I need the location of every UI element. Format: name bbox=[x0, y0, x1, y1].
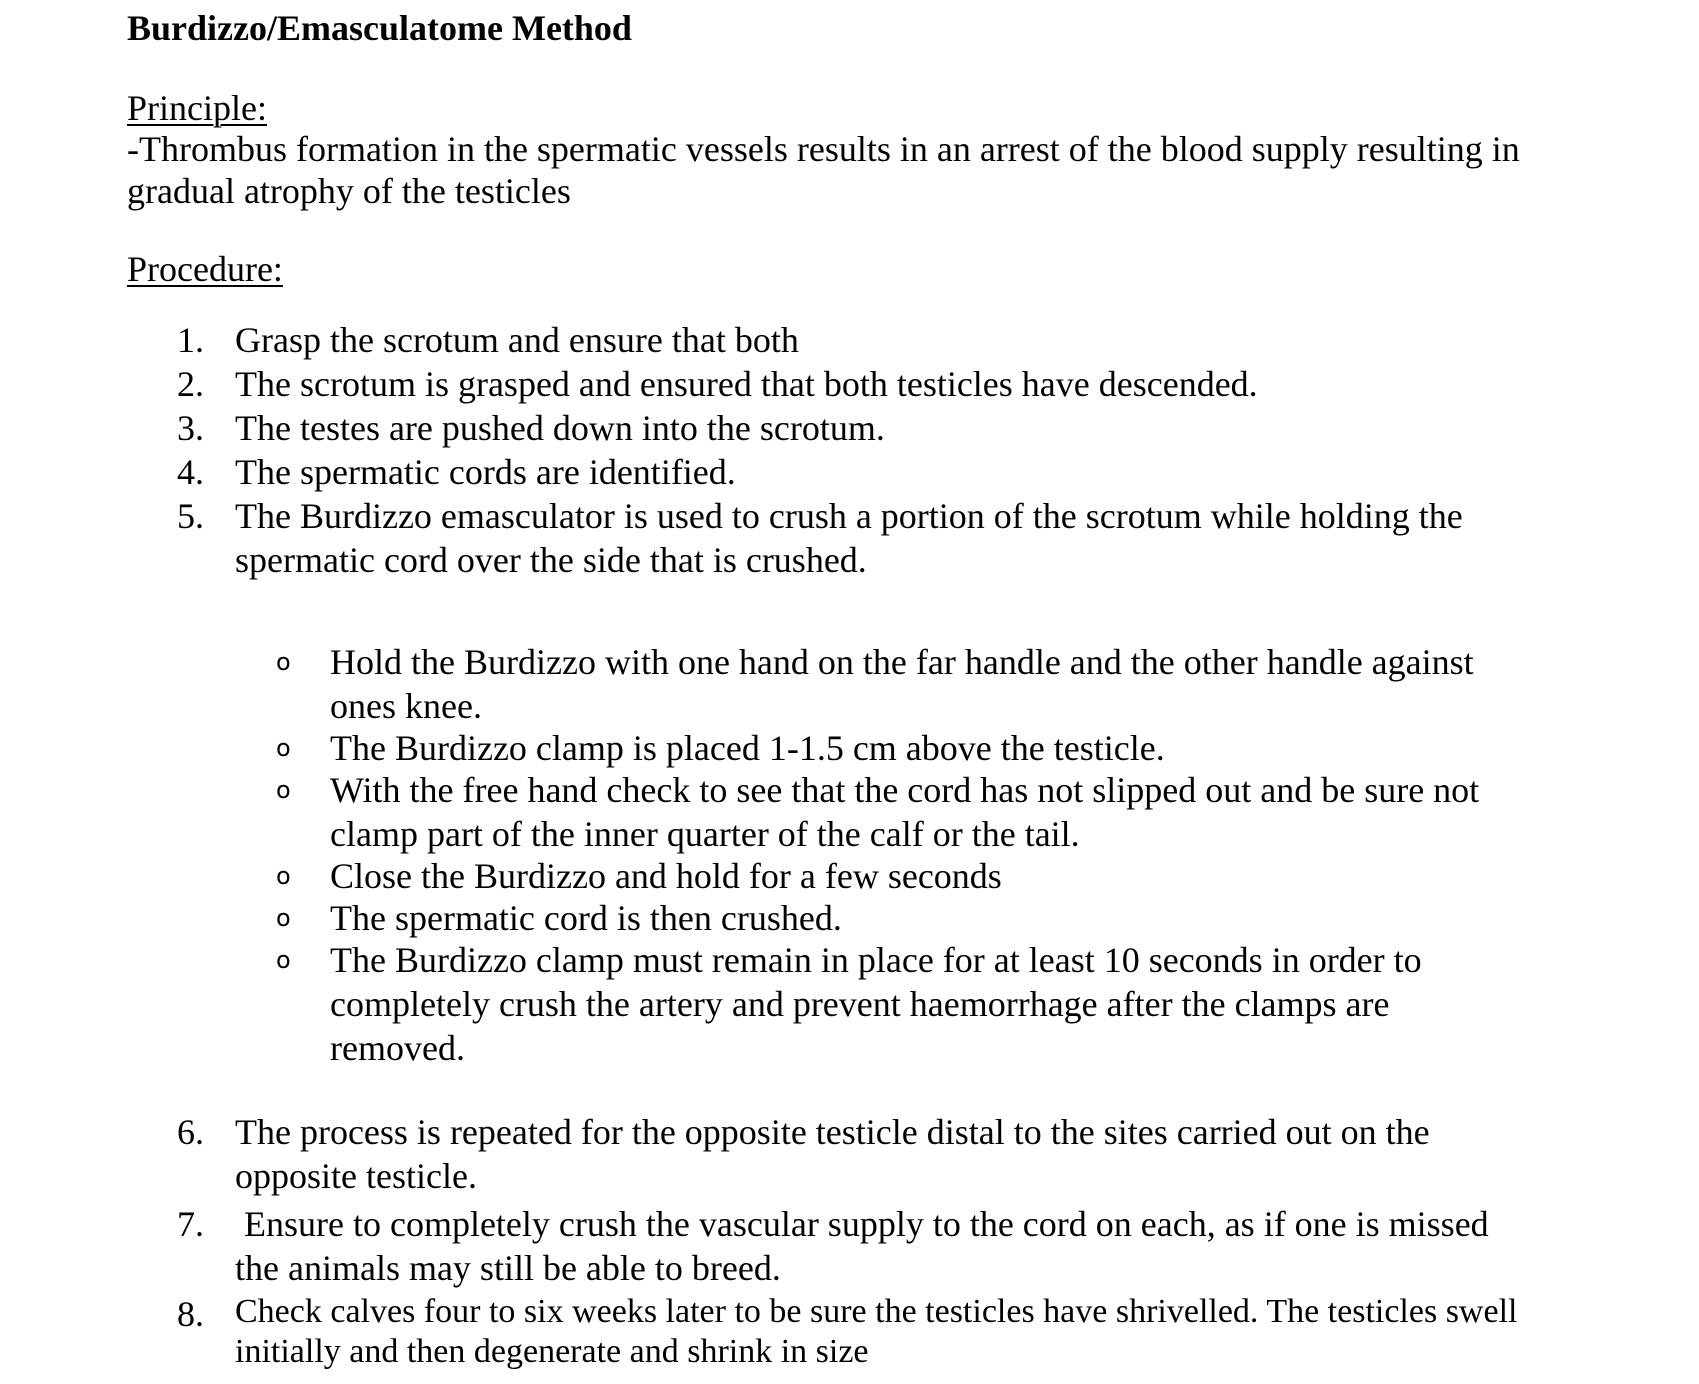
step-line: The process is repeated for the opposite testicle distal to the sites carried out on the bbox=[235, 1112, 1430, 1152]
sub-step-line: Close the Burdizzo and hold for a few seconds bbox=[330, 856, 1002, 896]
step-text bbox=[235, 450, 736, 494]
sub-step-text bbox=[330, 726, 1165, 770]
step-line: Ensure to completely crush the vascular supply to the cord on each, as if one is missed bbox=[235, 1204, 1489, 1244]
step-number: 3. bbox=[177, 408, 204, 448]
step-text bbox=[235, 362, 1258, 406]
sub-step-text bbox=[330, 640, 1474, 728]
sub-step-text bbox=[330, 768, 1479, 856]
procedure-heading: Procedure: bbox=[127, 249, 283, 289]
principle-line: -Thrombus formation in the spermatic vessels results in an arrest of the blood supply resulting in bbox=[127, 129, 1520, 169]
principle-line: gradual atrophy of the testicles bbox=[127, 171, 571, 211]
step-line: The spermatic cords are identified. bbox=[235, 452, 736, 492]
sub-step-text bbox=[330, 938, 1422, 1070]
step-line: The testes are pushed down into the scrotum. bbox=[235, 408, 885, 448]
sub-step-line: The Burdizzo clamp is placed 1-1.5 cm above the testicle. bbox=[330, 728, 1165, 768]
step-text bbox=[235, 1110, 1430, 1198]
step-number: 7. bbox=[177, 1204, 204, 1244]
step-text bbox=[235, 1292, 1517, 1372]
step-number: 8. bbox=[177, 1294, 204, 1334]
sub-step-line: removed. bbox=[330, 1028, 465, 1068]
principle-heading: Principle: bbox=[127, 88, 267, 128]
step-number: 6. bbox=[177, 1112, 204, 1152]
sub-step-text bbox=[330, 896, 842, 940]
step-line: spermatic cord over the side that is crushed. bbox=[235, 540, 867, 580]
sub-step-line: clamp part of the inner quarter of the calf or the tail. bbox=[330, 814, 1080, 854]
document-title: Burdizzo/Emasculatome Method bbox=[127, 8, 632, 48]
step-text bbox=[235, 318, 799, 362]
step-text bbox=[235, 406, 885, 450]
bullet-marker: o bbox=[276, 776, 291, 804]
sub-step-line: With the free hand check to see that the cord has not slipped out and be sure not bbox=[330, 770, 1480, 810]
step-number: 4. bbox=[177, 452, 204, 492]
bullet-marker: o bbox=[276, 862, 291, 890]
step-text bbox=[235, 1202, 1489, 1290]
sub-step-line: Hold the Burdizzo with one hand on the far handle and the other handle against bbox=[330, 642, 1474, 682]
step-line: opposite testicle. bbox=[235, 1156, 477, 1196]
step-line: Grasp the scrotum and ensure that both bbox=[235, 320, 799, 360]
step-line: the animals may still be able to breed. bbox=[235, 1248, 781, 1288]
bullet-marker: o bbox=[276, 734, 291, 762]
bullet-marker: o bbox=[276, 648, 291, 676]
bullet-marker: o bbox=[276, 946, 291, 974]
step-number: 1. bbox=[177, 320, 204, 360]
sub-step-line: The Burdizzo clamp must remain in place for at least 10 seconds in order to bbox=[330, 940, 1422, 980]
sub-step-text bbox=[330, 854, 1002, 898]
step-line: The scrotum is grasped and ensured that both testicles have descended. bbox=[235, 364, 1258, 404]
bullet-marker: o bbox=[276, 904, 291, 932]
sub-step-line: completely crush the artery and prevent haemorrhage after the clamps are bbox=[330, 984, 1390, 1024]
step-line: Check calves four to six weeks later to be sure the testicles have shrivelled. The testicles swell bbox=[235, 1293, 1518, 1330]
principle-text bbox=[127, 128, 1520, 212]
step-line: initially and then degenerate and shrink in size bbox=[235, 1333, 869, 1370]
step-text bbox=[235, 494, 1463, 582]
step-number: 2. bbox=[177, 364, 204, 404]
step-line: The Burdizzo emasculator is used to crush a portion of the scrotum while holding the bbox=[235, 496, 1463, 536]
step-number: 5. bbox=[177, 496, 204, 536]
sub-step-line: ones knee. bbox=[330, 686, 482, 726]
sub-step-line: The spermatic cord is then crushed. bbox=[330, 898, 842, 938]
